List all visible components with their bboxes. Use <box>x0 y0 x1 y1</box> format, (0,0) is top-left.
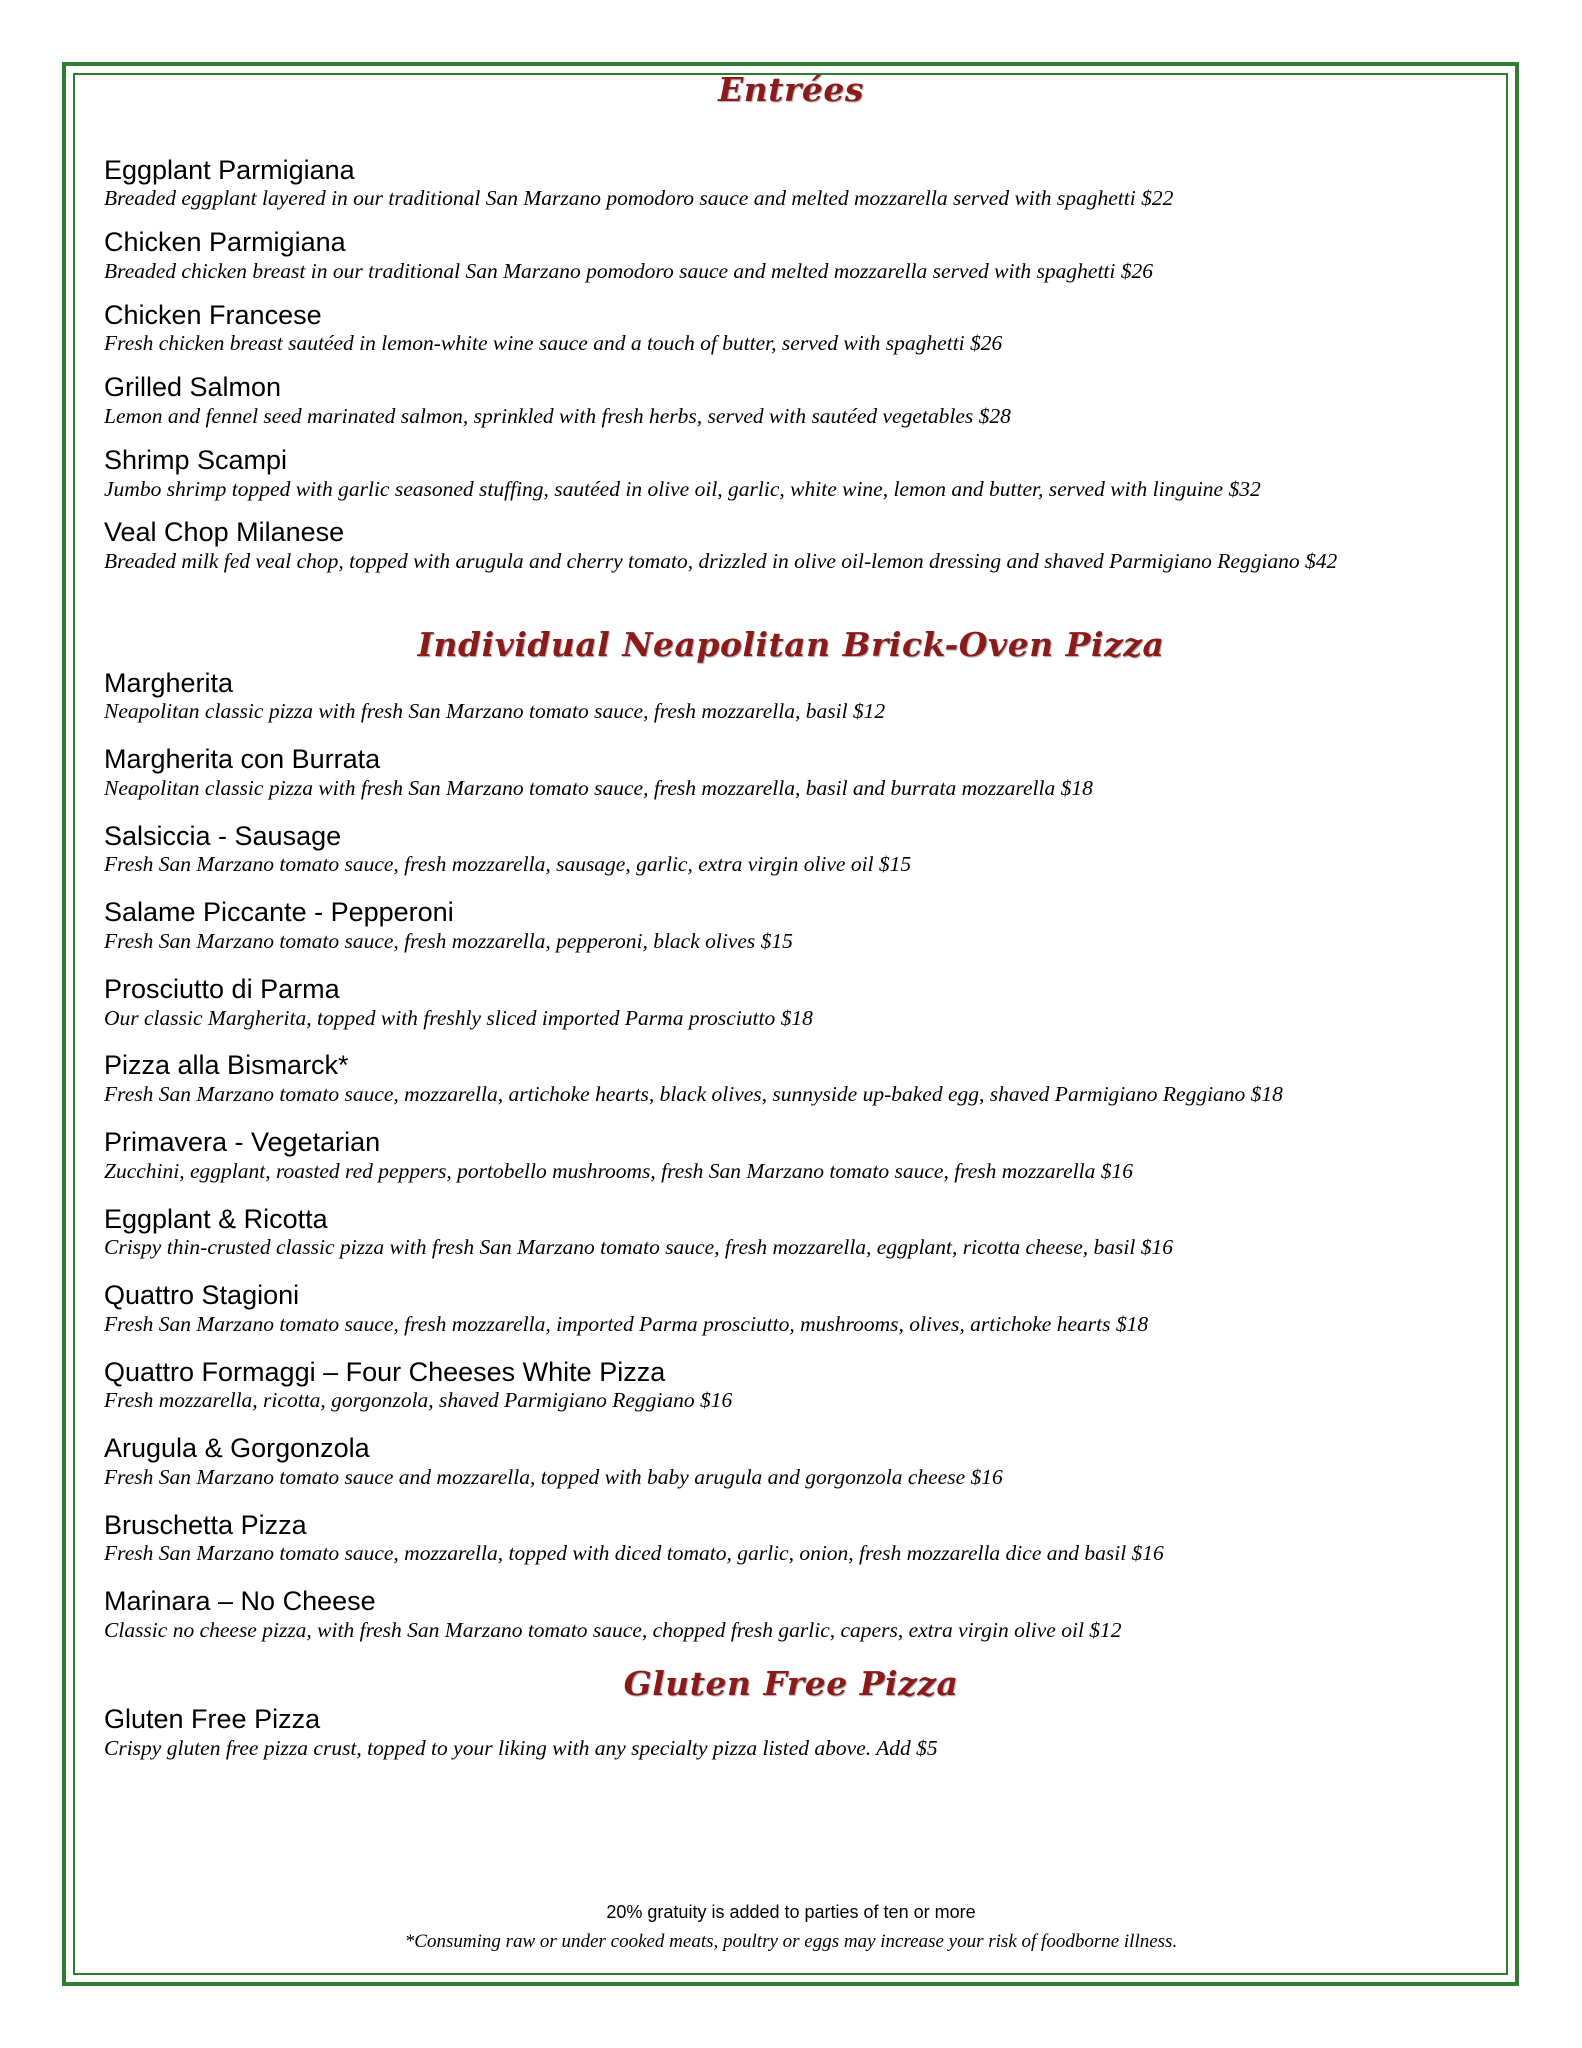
item-name: Quattro Stagioni <box>104 1280 300 1311</box>
item-name: Eggplant & Ricotta <box>104 1203 328 1234</box>
item-description: Fresh San Marzano tomato sauce and mozzarella, topped with baby arugula and gorgonzola cheese $16 <box>104 1464 1003 1489</box>
menu-item <box>104 975 1478 1032</box>
menu-item <box>104 1051 1478 1108</box>
entrees-section <box>104 70 1478 575</box>
entrees-heading: Entrées <box>718 70 864 109</box>
item-name: Salame Piccante - Pepperoni <box>104 897 454 928</box>
item-description: Lemon and fennel seed marinated salmon, sprinkled with fresh herbs, served with sautéed vegetables $28 <box>104 403 1011 428</box>
item-description: Neapolitan classic pizza with fresh San Marzano tomato sauce, fresh mozzarella, basil $12 <box>104 699 886 724</box>
item-name: Eggplant Parmigiana <box>104 154 355 185</box>
item-description: Classic no cheese pizza, with fresh San Marzano tomato sauce, chopped fresh garlic, capers, extra virgin olive oil $12 <box>104 1618 1122 1642</box>
item-name: Shrimp Scampi <box>104 444 288 475</box>
menu-item <box>104 1281 1478 1338</box>
menu-item <box>104 301 1478 358</box>
item-name: Pizza alla Bismarck* <box>104 1050 349 1081</box>
menu-content <box>104 70 1478 1762</box>
menu-item <box>104 228 1478 285</box>
item-description: Breaded milk fed veal chop, topped with arugula and cherry tomato, drizzled in olive oil-lemon dressing and shaved Parmigiano Reggiano $42 <box>104 549 1338 574</box>
menu-item <box>104 1358 1478 1415</box>
item-description: Fresh San Marzano tomato sauce, mozzarella, artichoke hearts, black olives, sunnyside up-baked egg, shaved Parmigiano Reggiano $18 <box>104 1082 1283 1107</box>
pizza-section <box>104 625 1478 1644</box>
menu-footer <box>104 1900 1478 1956</box>
item-name: Primavera - Vegetarian <box>104 1126 381 1157</box>
item-description: Zucchini, eggplant, roasted red peppers, portobello mushrooms, fresh San Marzano tomato sauce, fresh mozzarella $16 <box>104 1158 1133 1183</box>
gluten-free-heading: Gluten Free Pizza <box>623 1663 959 1703</box>
menu-item <box>104 446 1478 503</box>
menu-item <box>104 822 1478 879</box>
menu-item <box>104 1511 1478 1568</box>
item-name: Chicken Francese <box>104 299 322 330</box>
health-warning: *Consuming raw or under cooked meats, poultry or eggs may increase your risk of foodborne illness. <box>404 1931 1178 1953</box>
item-description: Fresh San Marzano tomato sauce, mozzarella, topped with diced tomato, garlic, onion, fresh mozzarella dice and basil $16 <box>104 1541 1164 1566</box>
item-description: Fresh mozzarella, ricotta, gorgonzola, shaved Parmigiano Reggiano $16 <box>104 1388 733 1413</box>
item-name: Gluten Free Pizza <box>104 1704 321 1735</box>
item-name: Quattro Formaggi – Four Cheeses White Pizza <box>104 1356 666 1387</box>
gluten-free-section <box>104 1664 1478 1762</box>
menu-item <box>104 518 1478 575</box>
item-description: Crispy gluten free pizza crust, topped to your liking with any specialty pizza listed above. Add $5 <box>104 1736 938 1761</box>
menu-item <box>104 373 1478 430</box>
menu-item <box>104 745 1478 802</box>
item-description: Neapolitan classic pizza with fresh San Marzano tomato sauce, fresh mozzarella, basil and burrata mozzarella $18 <box>104 775 1093 800</box>
item-name: Prosciutto di Parma <box>104 973 340 1004</box>
item-description: Our classic Margherita, topped with freshly sliced imported Parma prosciutto $18 <box>104 1005 813 1030</box>
menu-item <box>104 898 1478 955</box>
item-name: Veal Chop Milanese <box>104 517 345 548</box>
item-name: Salsiccia - Sausage <box>104 820 342 851</box>
item-description: Fresh San Marzano tomato sauce, fresh mozzarella, sausage, garlic, extra virgin olive oil $15 <box>104 852 912 877</box>
item-description: Breaded eggplant layered in our traditional San Marzano pomodoro sauce and melted mozzarella served with spaghetti $22 <box>104 186 1174 211</box>
gratuity-note: 20% gratuity is added to parties of ten or more <box>606 1902 976 1922</box>
item-name: Arugula & Gorgonzola <box>104 1433 370 1464</box>
menu-item <box>104 1205 1478 1262</box>
item-name: Grilled Salmon <box>104 372 282 403</box>
item-name: Chicken Parmigiana <box>104 227 346 258</box>
item-name: Margherita <box>104 667 234 698</box>
menu-item <box>104 1587 1478 1644</box>
menu-item <box>104 669 1478 726</box>
menu-item <box>104 1434 1478 1491</box>
menu-item <box>104 1705 1478 1762</box>
menu-item <box>104 156 1478 213</box>
menu-item <box>104 1128 1478 1185</box>
item-description: Fresh San Marzano tomato sauce, fresh mozzarella, pepperoni, black olives $15 <box>104 928 793 953</box>
pizza-heading: Individual Neapolitan Brick-Oven Pizza <box>417 624 1165 664</box>
item-description: Fresh chicken breast sautéed in lemon-white wine sauce and a touch of butter, served with spaghetti $26 <box>104 331 1003 356</box>
item-description: Breaded chicken breast in our traditional San Marzano pomodoro sauce and melted mozzarella served with spaghetti $26 <box>104 258 1154 283</box>
item-name: Bruschetta Pizza <box>104 1509 307 1540</box>
item-name: Marinara – No Cheese <box>104 1586 376 1617</box>
item-description: Fresh San Marzano tomato sauce, fresh mozzarella, imported Parma prosciutto, mushrooms, olives, artichoke hearts $18 <box>104 1311 1149 1336</box>
item-description: Crispy thin-crusted classic pizza with fresh San Marzano tomato sauce, fresh mozzarella, eggplant, ricotta cheese, basil $16 <box>104 1235 1173 1260</box>
item-name: Margherita con Burrata <box>104 744 381 775</box>
item-description: Jumbo shrimp topped with garlic seasoned stuffing, sautéed in olive oil, garlic, white wine, lemon and butter, served with linguine $32 <box>104 476 1261 501</box>
